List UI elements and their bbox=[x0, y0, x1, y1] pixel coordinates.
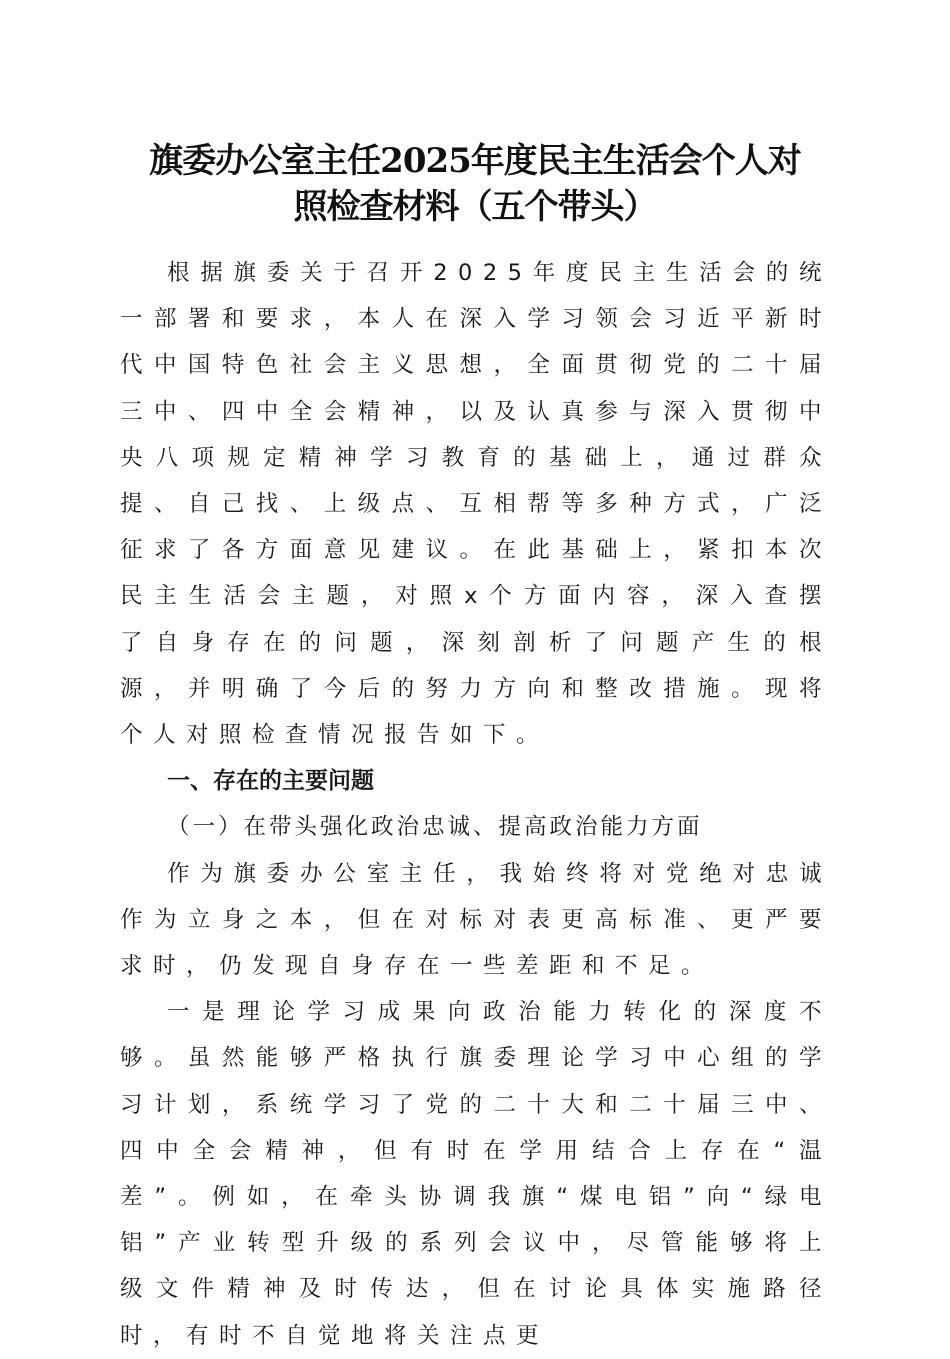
body-paragraph: 一是理论学习成果向政治能力转化的深度不够。虽然能够严格执行旗委理论学习中心组的学习计划，系统学习了党的二十大和二十届三中、四中全会精神，但有时在学用结合上存在“温差”。例如，在牵头协调我旗“煤电铝”向“绿电铝”产业转型升级的系列会议中，尽管能够将上级文件精神及时传达，但在讨论具体实施路径时，有时不自觉地将关注点更 bbox=[120, 999, 832, 1349]
body-paragraph: 作为旗委办公室主任，我始终将对党绝对忠诚作为立身之本，但在对标对表更高标准、更严要求时，仍发现自身存在一些差距和不足。 bbox=[120, 860, 832, 980]
subsection-heading-political-loyalty: （一）在带头强化政治忠诚、提高政治能力方面 bbox=[167, 814, 703, 841]
title-line-2: 照检查材料（五个带头） bbox=[293, 187, 657, 227]
document-body bbox=[120, 250, 832, 1359]
title-line-1: 旗委办公室主任2025年度民主生活会个人对 bbox=[149, 141, 801, 181]
intro-paragraph: 根据旗委关于召开2025年度民主生活会的统一部署和要求，本人在深入学习领会习近平新时代中国特色社会主义思想，全面贯彻党的二十届三中、四中全会精神，以及认真参与深入贯彻中央八项规定精神学习教育的基础上，通过群众提、自己找、上级点、互相帮等多种方式，广泛征求了各方面意见建议。在此基础上，紧扣本次民主生活会主题，对照x个方面内容，深入查摆了自身存在的问题，深刻剖析了问题产生的根源，并明确了今后的努力方向和整改措施。现将个人对照检查情况报告如下。 bbox=[120, 260, 832, 749]
document-title bbox=[100, 138, 850, 230]
section-heading-main-problems: 一、存在的主要问题 bbox=[167, 768, 374, 795]
